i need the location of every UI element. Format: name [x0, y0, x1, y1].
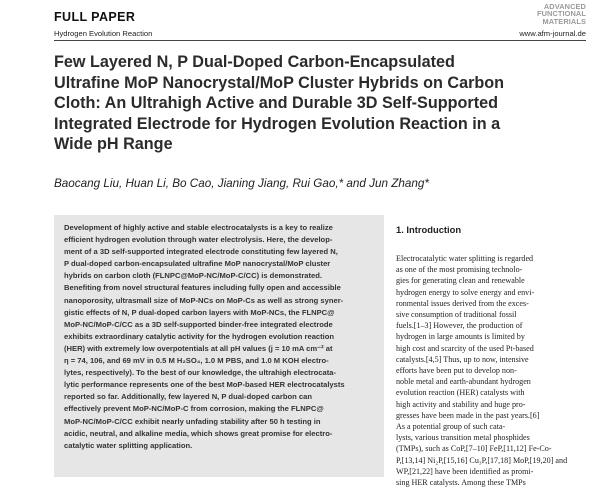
abstract-line: Benefiting from novel structural features including fully open and accessible [64, 283, 341, 293]
intro-line: Electrocatalytic water splitting is regarded [396, 254, 534, 263]
abstract-box [54, 215, 384, 477]
abstract-line: η = 74, 106, and 69 mV in 0.5 M H₂SO₄, 1.0 M PBS, and 1.0 M KOH electro- [64, 356, 329, 366]
header-divider [54, 40, 586, 41]
intro-line: evolution reaction (HER) catalysts with [396, 388, 525, 398]
intro-line: lysts, various transition metal phosphides [396, 433, 530, 443]
intro-line: sive consumption of traditional fossil [396, 310, 517, 320]
intro-line: high cost and scarcity of the used Pt-based [396, 343, 534, 353]
abstract-line: exhibits extraordinary catalytic activity for the hydrogen evolution reaction [64, 331, 335, 341]
title-line: Ultrafine MoP Nanocrystal/MoP Cluster Hybrids on Carbon [54, 73, 505, 92]
abstract-line: MoP-NC/MoP-C/CC as a 3D self-supported binder-free integrated electrode [64, 319, 333, 329]
intro-line: efforts have been put to develop non- [396, 366, 517, 376]
intro-line: As a potential group of such cata- [396, 422, 506, 432]
journal-logo-line: FUNCTIONAL [536, 9, 586, 19]
abstract-line: efficient hydrogen evolution through water electrolysis. Here, the develop- [64, 235, 333, 245]
intro-line: hydrogen in large amounts is limited by [396, 332, 525, 342]
intro-line: catalysts.[4,5] Thus, up to now, intensive [396, 354, 529, 364]
abstract-line: effectively prevent MoP-NC/MoP-C from corrosion, making the FLNPC@ [64, 404, 324, 414]
abstract-line: P dual-doped carbon-encapsulated ultrafine MoP nanocrystal/MoP cluster [64, 259, 331, 269]
article-type-label: FULL PAPER [54, 10, 136, 24]
title-line: Few Layered N, P Dual-Doped Carbon-Encapsulated [54, 53, 455, 71]
intro-line: gies for generating clean and renewable [396, 276, 525, 286]
intro-line: gresses have been made in the past years.[6] [396, 410, 540, 420]
abstract-line: hybrids on carbon cloth (FLNPC@MoP-NC/MoP-C/CC) is demonstrated. [64, 271, 323, 281]
intro-line: as one of the most promising technolo- [396, 265, 523, 275]
title-line: Integrated Electrode for Hydrogen Evolution Reaction in a [54, 114, 501, 133]
intro-line: P,[13,14] Ni₂P,[15,16] Cu₃P,[17,18] MoP,[19,20] and [396, 455, 568, 465]
abstract-line: gistic effects of N, P dual-doped carbon layers with MoP-NCs, the FLNPC@ [64, 307, 335, 317]
abstract-line: ment of a 3D self-supported integrated electrode constituting few layered N, [64, 247, 338, 257]
section-label: Hydrogen Evolution Reaction [54, 29, 153, 38]
journal-logo-line: ADVANCED [543, 2, 586, 11]
intro-line: hydrogen energy to solve energy and envi- [396, 287, 535, 297]
intro-line: high activity and stability and huge pro- [396, 399, 526, 409]
intro-line: fuels.[1–3] However, the production of [396, 321, 523, 331]
abstract-text [64, 222, 379, 452]
paper-title [54, 52, 594, 155]
introduction-text [396, 253, 586, 488]
section-heading-introduction: 1. Introduction [396, 224, 462, 235]
journal-logo [537, 3, 586, 25]
author-list: Baocang Liu, Huan Li, Bo Cao, Jianing Jiang, Rui Gao,* and Jun Zhang* [54, 177, 429, 190]
abstract-line: Development of highly active and stable electrocatalysts is a key to realize [64, 223, 333, 232]
journal-url: www.afm-journal.de [519, 29, 586, 38]
intro-line: WP,[21,22] have been identified as promi- [396, 466, 534, 476]
abstract-line: lytic performance represents one of the best MoP-based HER electrocatalysts [64, 380, 345, 390]
abstract-line: catalytic water splitting application. [64, 440, 193, 450]
intro-line: noble metal and earth-abundant hydrogen [396, 377, 531, 387]
title-line: Cloth: An Ultrahigh Active and Durable 3D Self-Supported [54, 94, 498, 113]
intro-line: sing HER catalysts. Among these TMPs [396, 478, 526, 488]
abstract-line: reported so far. Additionally, few layered N, P dual-doped carbon can [64, 392, 312, 402]
intro-line: ronmental issues derived from the exces- [396, 298, 529, 308]
intro-line: (TMPs), such as CoP,[7–10] FeP,[11,12] Fe-Co- [396, 444, 552, 454]
title-line: Wide pH Range [54, 135, 173, 154]
abstract-line: (HER) with extremely low overpotentials at all pH values (j = 10 mA cm⁻² at [64, 343, 333, 353]
abstract-line: nanoporosity, ultrasmall size of MoP-NCs on MoP-Cs as well as strong syner- [64, 295, 344, 305]
abstract-line: acidic, neutral, and alkaline media, which shows great promise for electro- [64, 428, 333, 438]
abstract-line: lytes, respectively). To the best of our knowledge, the ultrahigh electrocata- [64, 368, 337, 378]
journal-logo-line: MATERIALS [542, 16, 586, 26]
abstract-line: MoP-NC/MoP-C/CC exhibit nearly unfading stability after 50 h testing in [64, 416, 321, 426]
